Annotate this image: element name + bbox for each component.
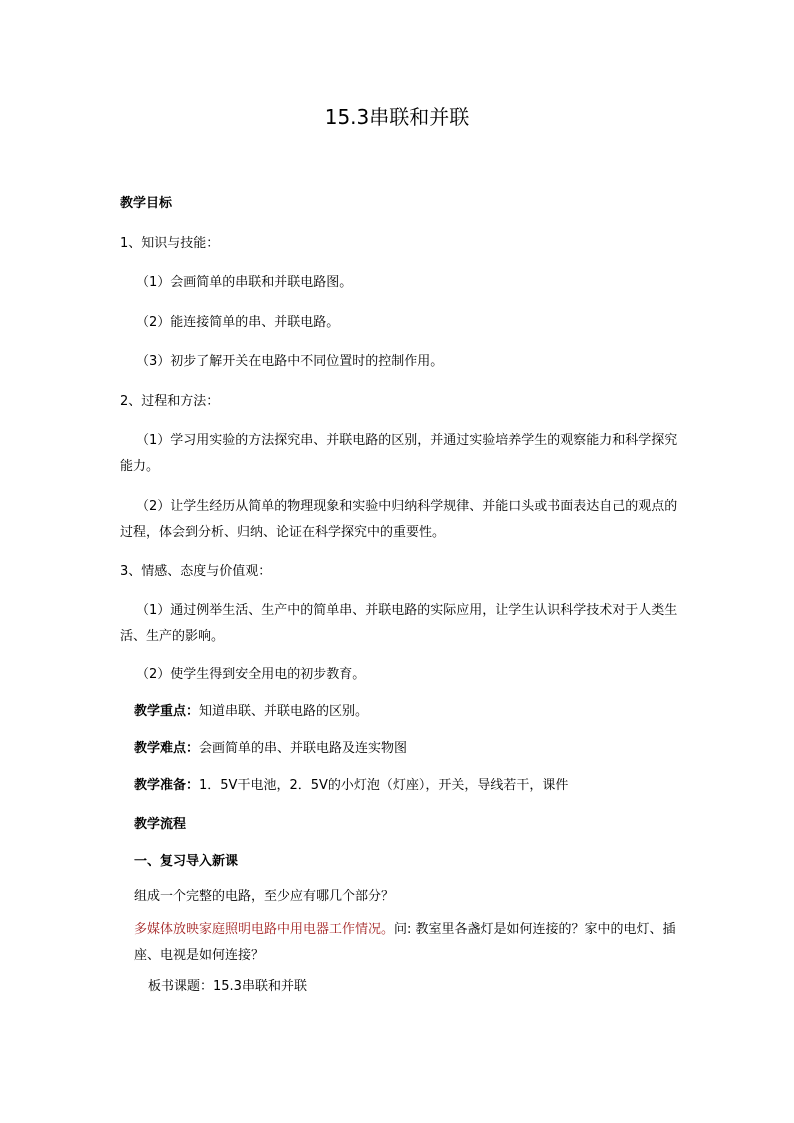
difficulty-label: 教学难点： (134, 741, 200, 756)
prep-label: 教学准备： (134, 778, 200, 793)
s1-item-3: （3）初步了解开关在电路中不同位置时的控制作用。 (136, 354, 444, 369)
prep-text: 1．5V干电池，2．5V的小灯泡（灯座），开关，导线若干，课件 (199, 778, 569, 793)
teaching-difficulty (134, 736, 680, 762)
s2-item-1: （1）学习用实验的方法探究串、并联电路的区别，并通过实验培养学生的观察能力和科学探究能力。 (120, 433, 678, 474)
board-topic: 板书课题：15.3串联和并联 (148, 979, 307, 994)
teaching-focus (134, 699, 680, 725)
section1-heading: 1、知识与技能： (120, 236, 220, 251)
s2-item-2: （2）让学生经历从简单的物理现象和实验中归纳科学规律、并能口头或书面表达自己的观点的过程，体会到分析、归纳、论证在科学探究中的重要性。 (120, 499, 678, 540)
section2-heading: 2、过程和方法： (120, 394, 220, 409)
focus-label: 教学重点： (134, 704, 200, 719)
media-question: 问: 教室里各盏灯是如何连接的？家中的电灯、插座、电视是如何连接？ (134, 922, 676, 963)
section3-heading: 3、情感、态度与价值观： (120, 564, 272, 579)
s3-item-1: （1）通过例举生活、生产中的简单串、并联电路的实际应用，让学生认识科学技术对于人类生活、生产的影响。 (120, 603, 678, 644)
s3-item-2: （2）使学生得到安全用电的初步教育。 (136, 667, 366, 682)
goals-heading: 教学目标 (120, 196, 173, 211)
focus-text: 知道串联、并联电路的区别。 (199, 704, 369, 719)
part1-heading: 一、复习导入新课 (134, 854, 239, 869)
difficulty-text: 会画简单的串、并联电路及连实物图 (199, 741, 408, 756)
review-question: 组成一个完整的电路，至少应有哪几个部分？ (134, 889, 395, 904)
media-paragraph (134, 917, 680, 969)
page-title: 15.3串联和并联 (324, 105, 470, 129)
s1-item-1: （1）会画简单的串联和并联电路图。 (136, 275, 353, 290)
s1-item-2: （2）能连接简单的串、并联电路。 (136, 315, 340, 330)
flow-heading: 教学流程 (134, 817, 187, 832)
media-highlight: 多媒体放映家庭照明电路中用电器工作情况。 (134, 922, 395, 937)
teaching-preparation (134, 773, 680, 799)
